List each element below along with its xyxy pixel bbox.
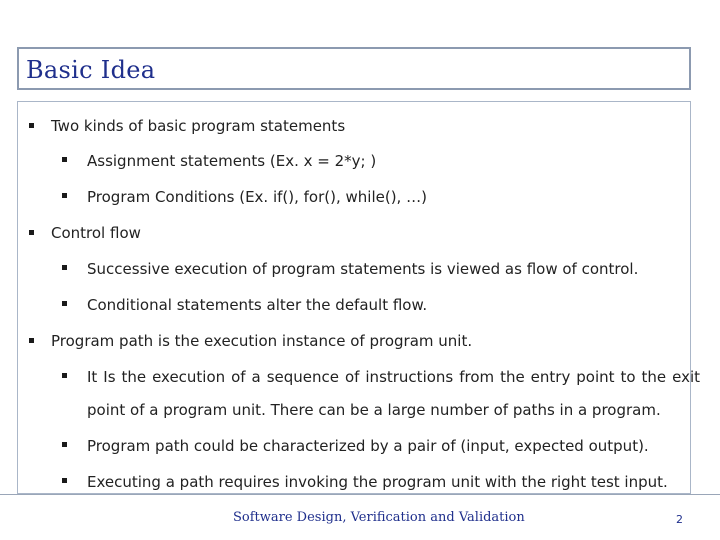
sub-bullet-square-icon [62, 442, 67, 447]
bullet-square-icon [29, 338, 34, 343]
sub-bullet-square-icon [62, 193, 67, 198]
sub-bullet-text: Program Conditions (Ex. if(), for(), while(), …) [87, 188, 427, 206]
sub-bullet-square-icon [62, 478, 67, 483]
sub-bullet-square-icon [62, 157, 67, 162]
bullet-text: Two kinds of basic program statements [51, 117, 346, 135]
bullet-square-icon [29, 123, 34, 128]
sub-bullet-square-icon [62, 265, 67, 270]
slide-title: Basic Idea [26, 56, 156, 84]
sub-bullet-text: Executing a path requires invoking the program unit with the right test input. [87, 473, 668, 491]
footer-text: Software Design, Verification and Validation [233, 510, 525, 525]
sub-bullet-text-continued: point of a program unit. There can be a large number of paths in a program. [87, 401, 661, 419]
footer-divider [0, 494, 720, 495]
bullet-text: Program path is the execution instance of program unit. [51, 332, 473, 350]
sub-bullet-text: Assignment statements (Ex. x = 2*y; ) [87, 152, 377, 170]
sub-bullet-text: Successive execution of program statements is viewed as flow of control. [87, 260, 639, 278]
bullet-square-icon [29, 230, 34, 235]
bullet-text: Control flow [51, 224, 141, 242]
page-number: 2 [676, 513, 683, 526]
sub-bullet-text: Program path could be characterized by a pair of (input, expected output). [87, 437, 649, 455]
sub-bullet-square-icon [62, 301, 67, 306]
sub-bullet-square-icon [62, 373, 67, 378]
sub-bullet-text: Conditional statements alter the default flow. [87, 296, 428, 314]
sub-bullet-text: It Is the execution of a sequence of instructions from the entry point to the exit [87, 368, 701, 386]
slide-title-box [17, 47, 691, 90]
